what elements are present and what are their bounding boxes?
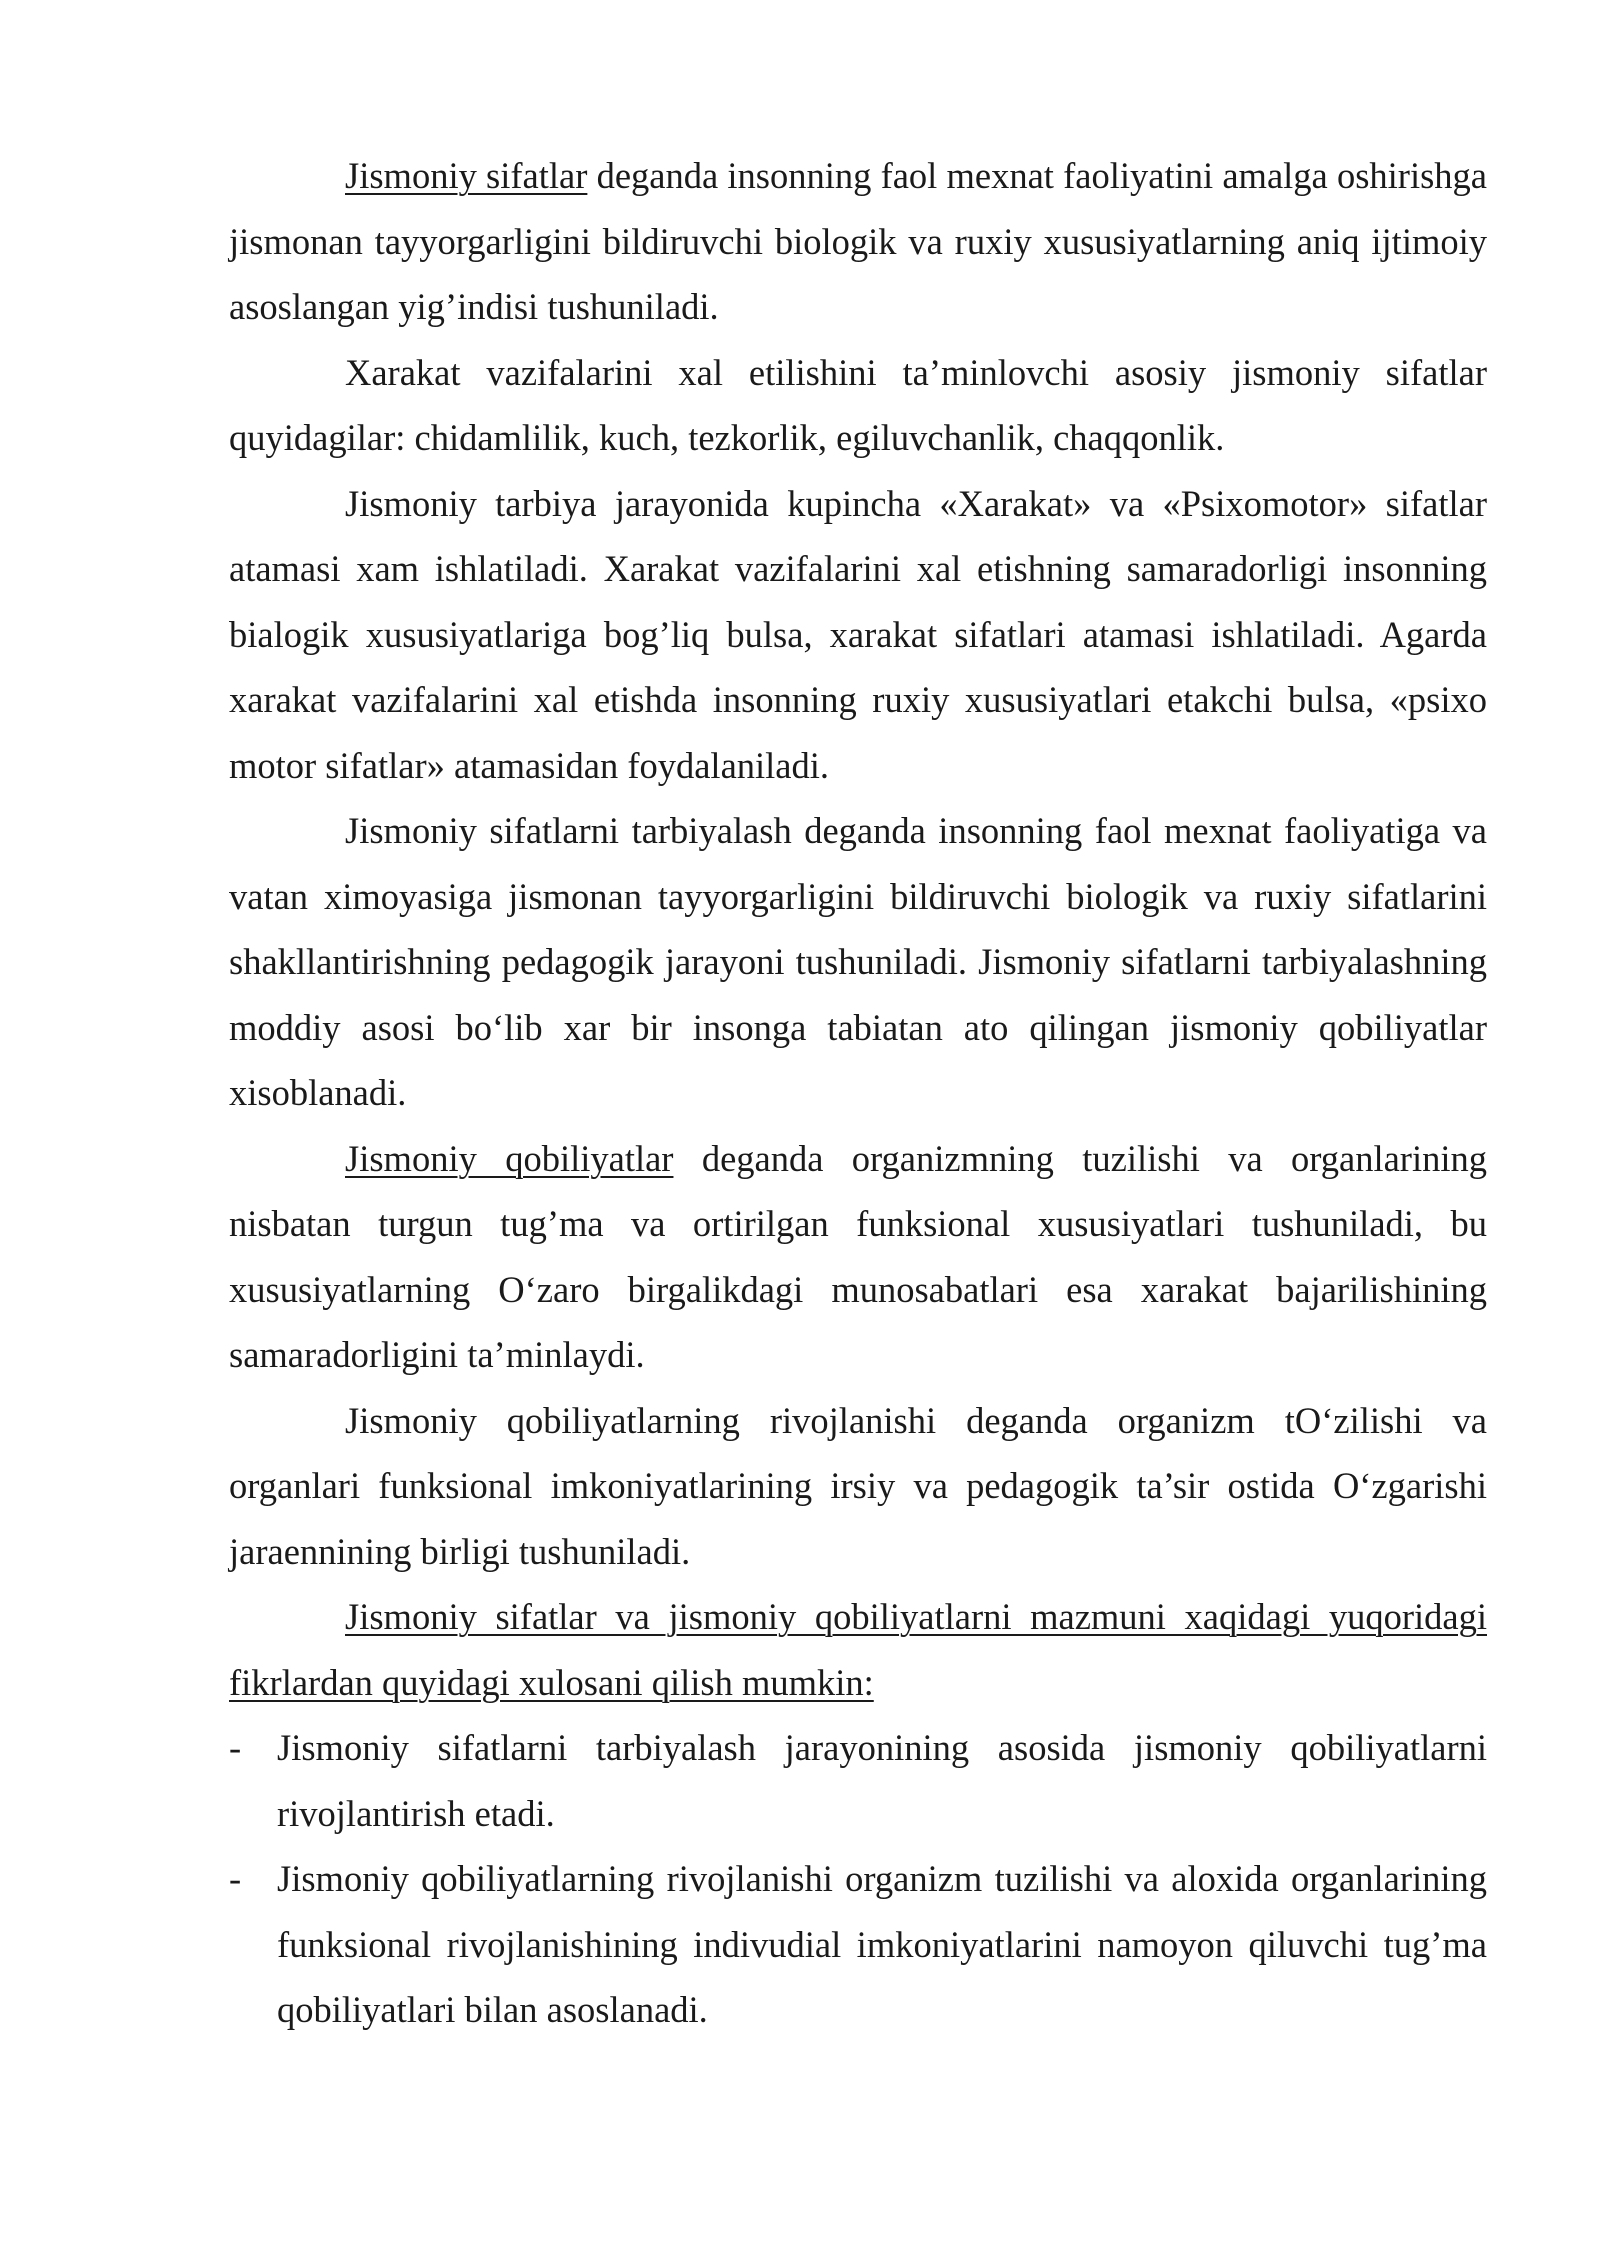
underlined-term: Jismoniy qobiliyatlar [345, 1137, 674, 1179]
list-item-text: Jismoniy sifatlarni tarbiyalash jarayonining asosida jismoniy qobiliyatlarni rivojlantirish etadi. [277, 1727, 1487, 1834]
list-item [229, 1846, 1487, 2043]
paragraph-text: deganda insonning faol mexnat faoliyatini amalga oshirishga jismonan tayyorgarligini bildiruvchi biologik va ruxiy xususiyatlarning aniq ijtimoiy asoslangan yig’indisi tushuniladi. [229, 155, 1487, 327]
document-body [229, 143, 1487, 2043]
list-item [229, 1715, 1487, 1846]
paragraph-asosiy-sifatlar: Xarakat vazifalarini xal etilishini ta’minlovchi asosiy jismoniy sifatlar quyidagilar: chidamlilik, kuch, tezkorlik, egiluvchanlik, chaqqonlik. [229, 351, 1487, 458]
paragraph-jismoniy-qobiliyatlar [229, 1126, 1487, 1388]
conclusion-list [229, 1715, 1487, 2043]
paragraph-xulosa-intro: Jismoniy sifatlar va jismoniy qobiliyatlarni mazmuni xaqidagi yuqoridagi fikrlardan quyidagi xulosani qilish mumkin: [229, 1596, 1487, 1703]
paragraph-tarbiyalash: Jismoniy sifatlarni tarbiyalash deganda insonning faol mexnat faoliyatiga va vatan ximoyasiga jismonan tayyorgarligini bildiruvchi biologik va ruxiy sifatlarini shakllantirishning pedagogik jarayoni tushuniladi. Jismoniy sifatlarni tarbiyalashning moddiy asosi bo‘lib xar bir insonga tabiatan ato qilingan jismoniy qobiliyatlar xisoblanadi. [229, 810, 1487, 1113]
dash-marker: - [229, 1727, 242, 1768]
dash-marker: - [229, 1858, 242, 1899]
paragraph-psixomotor: Jismoniy tarbiya jarayonida kupincha «Xarakat» va «Psixomotor» sifatlar atamasi xam ishlatiladi. Xarakat vazifalarini xal etishning samaradorligi insonning bialogik xususiyatlariga bog’liq bulsa, xarakat sifatlari atamasi ishlatiladi. Agarda xarakat vazifalarini xal etishda insonning ruxiy xususiyatlari etakchi bulsa, «psixo motor sifatlar» atamasidan foydalaniladi. [229, 482, 1487, 786]
paragraph-text: deganda organizmning tuzilishi va organlarining nisbatan turgun tug’ma va ortirilgan funksional xususiyatlari tushuniladi, bu xususiyatlarning O‘zaro birgalikdagi munosabatlari esa xarakat bajarilishining samaradorligini ta’minlaydi. [229, 1137, 1487, 1375]
list-item-text: Jismoniy qobiliyatlarning rivojlanishi organizm tuzilishi va aloxida organlarining funksional rivojlanishining indivudial imkoniyatlarini namoyon qiluvchi tug’ma qobiliyatlari bilan asoslanadi. [277, 1858, 1487, 2030]
paragraph-jismoniy-sifatlar [229, 143, 1487, 340]
underlined-term: Jismoniy sifatlar [345, 155, 588, 196]
paragraph-rivojlanish: Jismoniy qobiliyatlarning rivojlanishi deganda organizm tO‘zilishi va organlari funksional imkoniyatlarining irsiy va pedagogik ta’sir ostida O‘zgarishi jaraennining birligi tushuniladi. [229, 1399, 1487, 1572]
